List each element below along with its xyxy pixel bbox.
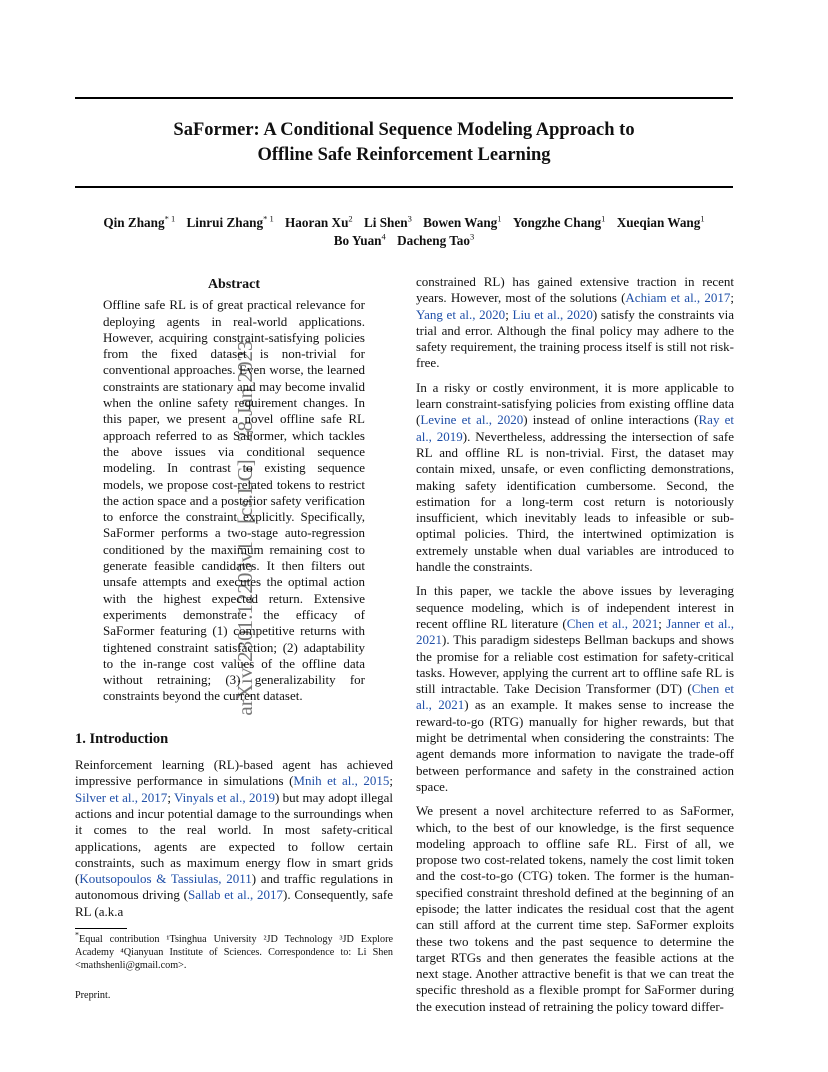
- section-heading-introduction: 1. Introduction: [75, 730, 169, 747]
- citation-link[interactable]: Levine et al., 2020: [420, 412, 524, 428]
- citation-link[interactable]: Chen et al., 2021: [566, 615, 659, 631]
- preprint-note: Preprint.: [75, 989, 111, 1001]
- citation-link[interactable]: Mnih et al., 2015: [293, 773, 390, 789]
- title-line-1: SaFormer: A Conditional Sequence Modeling Approach to: [173, 120, 635, 140]
- author: Dacheng Tao$^3$: [397, 231, 475, 248]
- citation-link[interactable]: Liu et al., 2020: [512, 306, 593, 322]
- intro-paragraph: Reinforcement learning (RL)-based agent has achieved impressive performance in simulations (Mnih et al., 2015; Silver et al., 2017; Vinyals et al., 2019) but may adopt illegal actions and incur potential damage to the surroundings when it comes to the real world. In most safety-critical applications, agents are expected to follow certain constraints, such as maximum energy flow in smart grids (Koutsopoulos & Tassiulas, 2011) and traffic regulations in autonomous driving (Sallab et al., 2017). Consequently, safe RL (a.k.a: [75, 757, 394, 919]
- author: Bo Yuan$^4$: [333, 231, 386, 248]
- citation-link[interactable]: Koutsopoulos & Tassiulas, 2011: [79, 871, 252, 887]
- footnote: *Equal contribution ¹Tsinghua University ²JD Technology ³JD Explore Academy ⁴Qianyuan Institute of Sciences. Correspondence to: Li Shen <mathshenli@gmail.com>.: [75, 930, 393, 971]
- arxiv-id: arXiv:2301.12203v1: [233, 541, 257, 716]
- body-paragraph: In a risky or costly environment, it is more applicable to learn constraint-satisfying policies from existing offline data (Levine et al., 2020) instead of online interactions (Ray et al., 2019). Nevertheless, addressing the intersection of safe RL and offline RL is non-trivial. First, the dataset may contain mixed, unsafe, or even conflicting demonstrations, making safety identification cumbersome. Second, the estimation for a long-term cost return is notoriously insufficient, which inevitably leads to infeasible or sub-optimal policies. Third, the intertwined optimization is extremely unstable when dual variables are introduced to handle the constraints.: [416, 379, 735, 575]
- author: Xueqian Wang$^1$: [616, 213, 705, 230]
- arxiv-date: 28 Jan 2023: [233, 340, 257, 442]
- citation-link[interactable]: Chen et al., 2021: [416, 681, 734, 713]
- body-paragraph: In this paper, we tackle the above issues by leveraging sequence modeling, which is of independent interest in recent offline RL literature (Chen et al., 2021; Janner et al., 2021). This paradigm sidesteps Bellman backups and shows the promise for a reliable cost estimation for safety-critical tasks. However, applying the current art to offline safe RL is still intractable. Take Decision Transformer (DT) (Chen et al., 2021) as an example. It makes sense to increase the reward-to-go (RTG) manually for higher rewards, but that might be detrimental when considering the constraints: The agent demands more information to navigate the trade-off between performance and safety in the constrained action space.: [416, 583, 734, 794]
- title-line-2: Offline Safe Reinforcement Learning: [257, 145, 551, 165]
- abstract-heading: Abstract: [207, 277, 261, 292]
- author: Qin Zhang$^{* 1}$: [103, 213, 176, 230]
- arxiv-category: [cs.LG]: [233, 459, 257, 524]
- citation-link[interactable]: Ray et al., 2019: [416, 412, 735, 444]
- right-column: [416, 274, 734, 1023]
- paper-title: [75, 118, 733, 168]
- body-paragraph: We present a novel architecture referred to as SaFormer, which, to the best of our knowledge, is the first sequence modeling approach to offline safe RL. First of all, we propose two cost-related tokens, namely the cost limit token and the cost-to-go (CTG) token. The former is the human-specified constraint threshold defined at the beginning of an episode; the latter indicates the residual cost that the agent can still afford at the current time step. SaFormer exploits these two tokens and the past sequence to determine the target RTGs and then generates the feasible actions at the next stage. Another attractive benefit is that we can treat the specific threshold as a flexible prompt for SaFormer during the execution instead of retraining the policy toward differ-: [416, 803, 734, 1014]
- left-column: [75, 274, 393, 1004]
- citation-link[interactable]: Sallab et al., 2017: [187, 887, 284, 903]
- body-paragraph: constrained RL) has gained extensive traction in recent years. However, most of the solutions (Achiam et al., 2017; Yang et al., 2020; Liu et al., 2020) satisfy the constraints via trial and error. Although the final policy may adhere to the safety requirement, the training process itself is still not risk-free.: [416, 274, 734, 371]
- title-top-rule: [75, 97, 733, 99]
- abstract: [75, 277, 393, 705]
- citation-link[interactable]: Achiam et al., 2017: [625, 290, 731, 306]
- author: Bowen Wang$^1$: [423, 213, 502, 230]
- title-bottom-rule: [75, 186, 733, 188]
- author: Haoran Xu$^2$: [285, 213, 353, 230]
- author: Li Shen$^3$: [363, 213, 412, 230]
- author: Linrui Zhang$^{* 1}$: [186, 213, 274, 230]
- abstract-text: Offline safe RL is of great practical relevance for deploying agents in real-world applications. However, acquiring constraint-satisfying policies from the fixed dataset is non-trivial for conventional approaches. Even worse, the learned constraints are stationary and may become invalid when the online safety requirement changes. In this paper, we present a novel offline safe RL approach referred to as SaFormer, which tackles the above issues via conditional sequence modeling. In contrast to existing sequence models, we propose cost-related tokens to restrict the action space and a posterior safety verification to enforce the constraint explicitly. Specifically, SaFormer performs a two-stage auto-regression conditioned by the maximum remaining cost to generate feasible candidates. It then filters out unsafe attempts and executes the optimal action with the highest expected return. Extensive experiments demonstrate the efficacy of SaFormer featuring (1) competitive returns with tightened constraint satisfaction; (2) adaptability to the in-range cost values of the offline data without retraining; (3) generalizability for constraints beyond the current dataset.: [103, 297, 365, 704]
- footnote-rule: [75, 928, 127, 929]
- citation-link[interactable]: Silver et al., 2017: [75, 789, 168, 805]
- citation-link[interactable]: Vinyals et al., 2019: [174, 789, 275, 805]
- citation-link[interactable]: Yang et al., 2020: [416, 306, 506, 322]
- author-list: [75, 214, 733, 250]
- citation-link[interactable]: Janner et al., 2021: [416, 615, 734, 648]
- author: Yongzhe Chang$^1$: [512, 213, 606, 230]
